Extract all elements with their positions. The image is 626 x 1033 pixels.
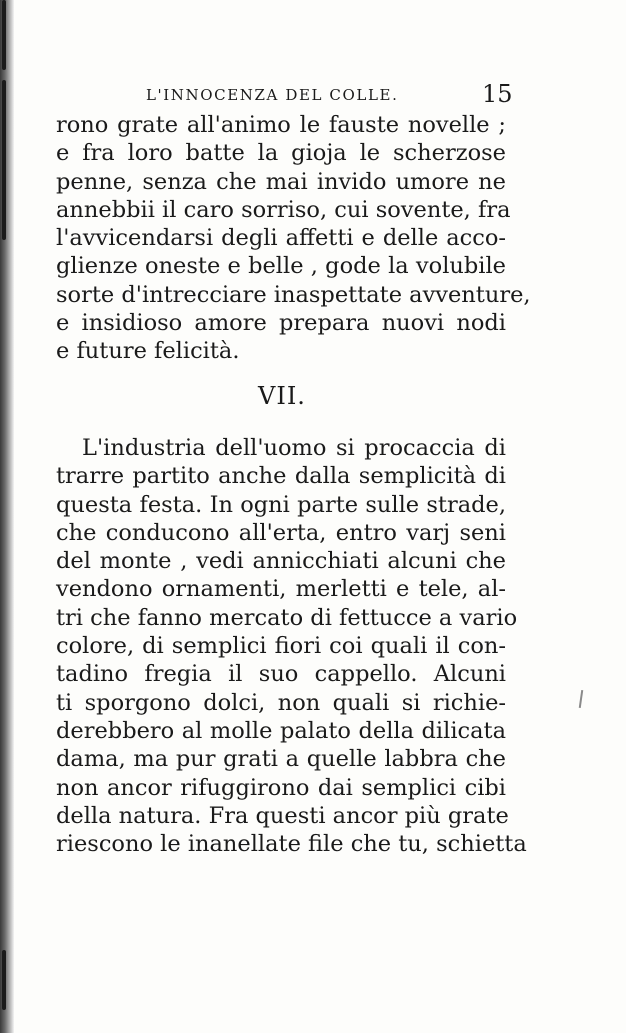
text-line: e insidioso amore prepara nuovi nodi bbox=[56, 310, 506, 337]
text-line: dama, ma pur grati a quelle labbra che bbox=[56, 746, 506, 773]
text-line: sorte d'intrecciare inaspettate avventure, bbox=[56, 281, 531, 308]
text-line: vendono ornamenti, merletti e tele, al- bbox=[56, 576, 506, 603]
binding-shadow-lower bbox=[2, 950, 6, 1010]
text-line: e fra loro batte la gioja le scherzose bbox=[56, 140, 506, 167]
text-line: glienze oneste e belle , gode la volubile bbox=[56, 253, 506, 280]
text-line: trarre partito anche dalla semplicità di bbox=[56, 463, 506, 490]
text-line: rono grate all'animo le fauste novelle ; bbox=[56, 112, 506, 138]
running-title: L'INNOCENZA DEL COLLE. bbox=[146, 86, 399, 104]
text-line: tri che fanno mercato di fettucce a vario bbox=[56, 604, 518, 631]
page-header bbox=[0, 80, 626, 110]
paragraph-continued bbox=[56, 111, 531, 366]
text-line: riescono le inanellate file che tu, schietta bbox=[56, 831, 527, 858]
text-line: non ancor rifuggirono dai semplici cibi bbox=[56, 774, 506, 801]
text-line: annebbii il caro sorriso, cui sovente, fra bbox=[56, 196, 511, 223]
text-line: derebbero al molle palato della dilicata bbox=[56, 717, 506, 744]
text-line: l'avvicendarsi degli affetti e delle acco- bbox=[56, 225, 506, 252]
section-heading: VII. bbox=[258, 382, 306, 410]
text-line: della natura. Fra questi ancor più grate bbox=[56, 802, 509, 829]
text-line: e future felicità. bbox=[56, 338, 240, 365]
text-line: che conducono all'erta, entro varj seni bbox=[56, 519, 506, 546]
text-line: ti sporgono dolci, non quali si richie- bbox=[56, 689, 506, 716]
page-binding-edge bbox=[0, 0, 14, 1033]
page-number: 15 bbox=[482, 80, 513, 108]
text-line: questa festa. In ogni parte sulle strade, bbox=[56, 491, 506, 518]
text-line: colore, di semplici fiori coi quali il con- bbox=[56, 633, 506, 660]
text-line: L'industria dell'uomo si procaccia di bbox=[82, 435, 506, 461]
paragraph-section-vii bbox=[56, 434, 527, 858]
text-line: penne, senza che mai invido umore ne bbox=[56, 168, 506, 195]
text-line: del monte , vedi annicchiati alcuni che bbox=[56, 548, 506, 575]
binding-shadow-top bbox=[2, 0, 6, 70]
margin-ink-mark bbox=[579, 690, 583, 708]
text-line: tadino fregia il suo cappello. Alcuni bbox=[56, 661, 506, 688]
